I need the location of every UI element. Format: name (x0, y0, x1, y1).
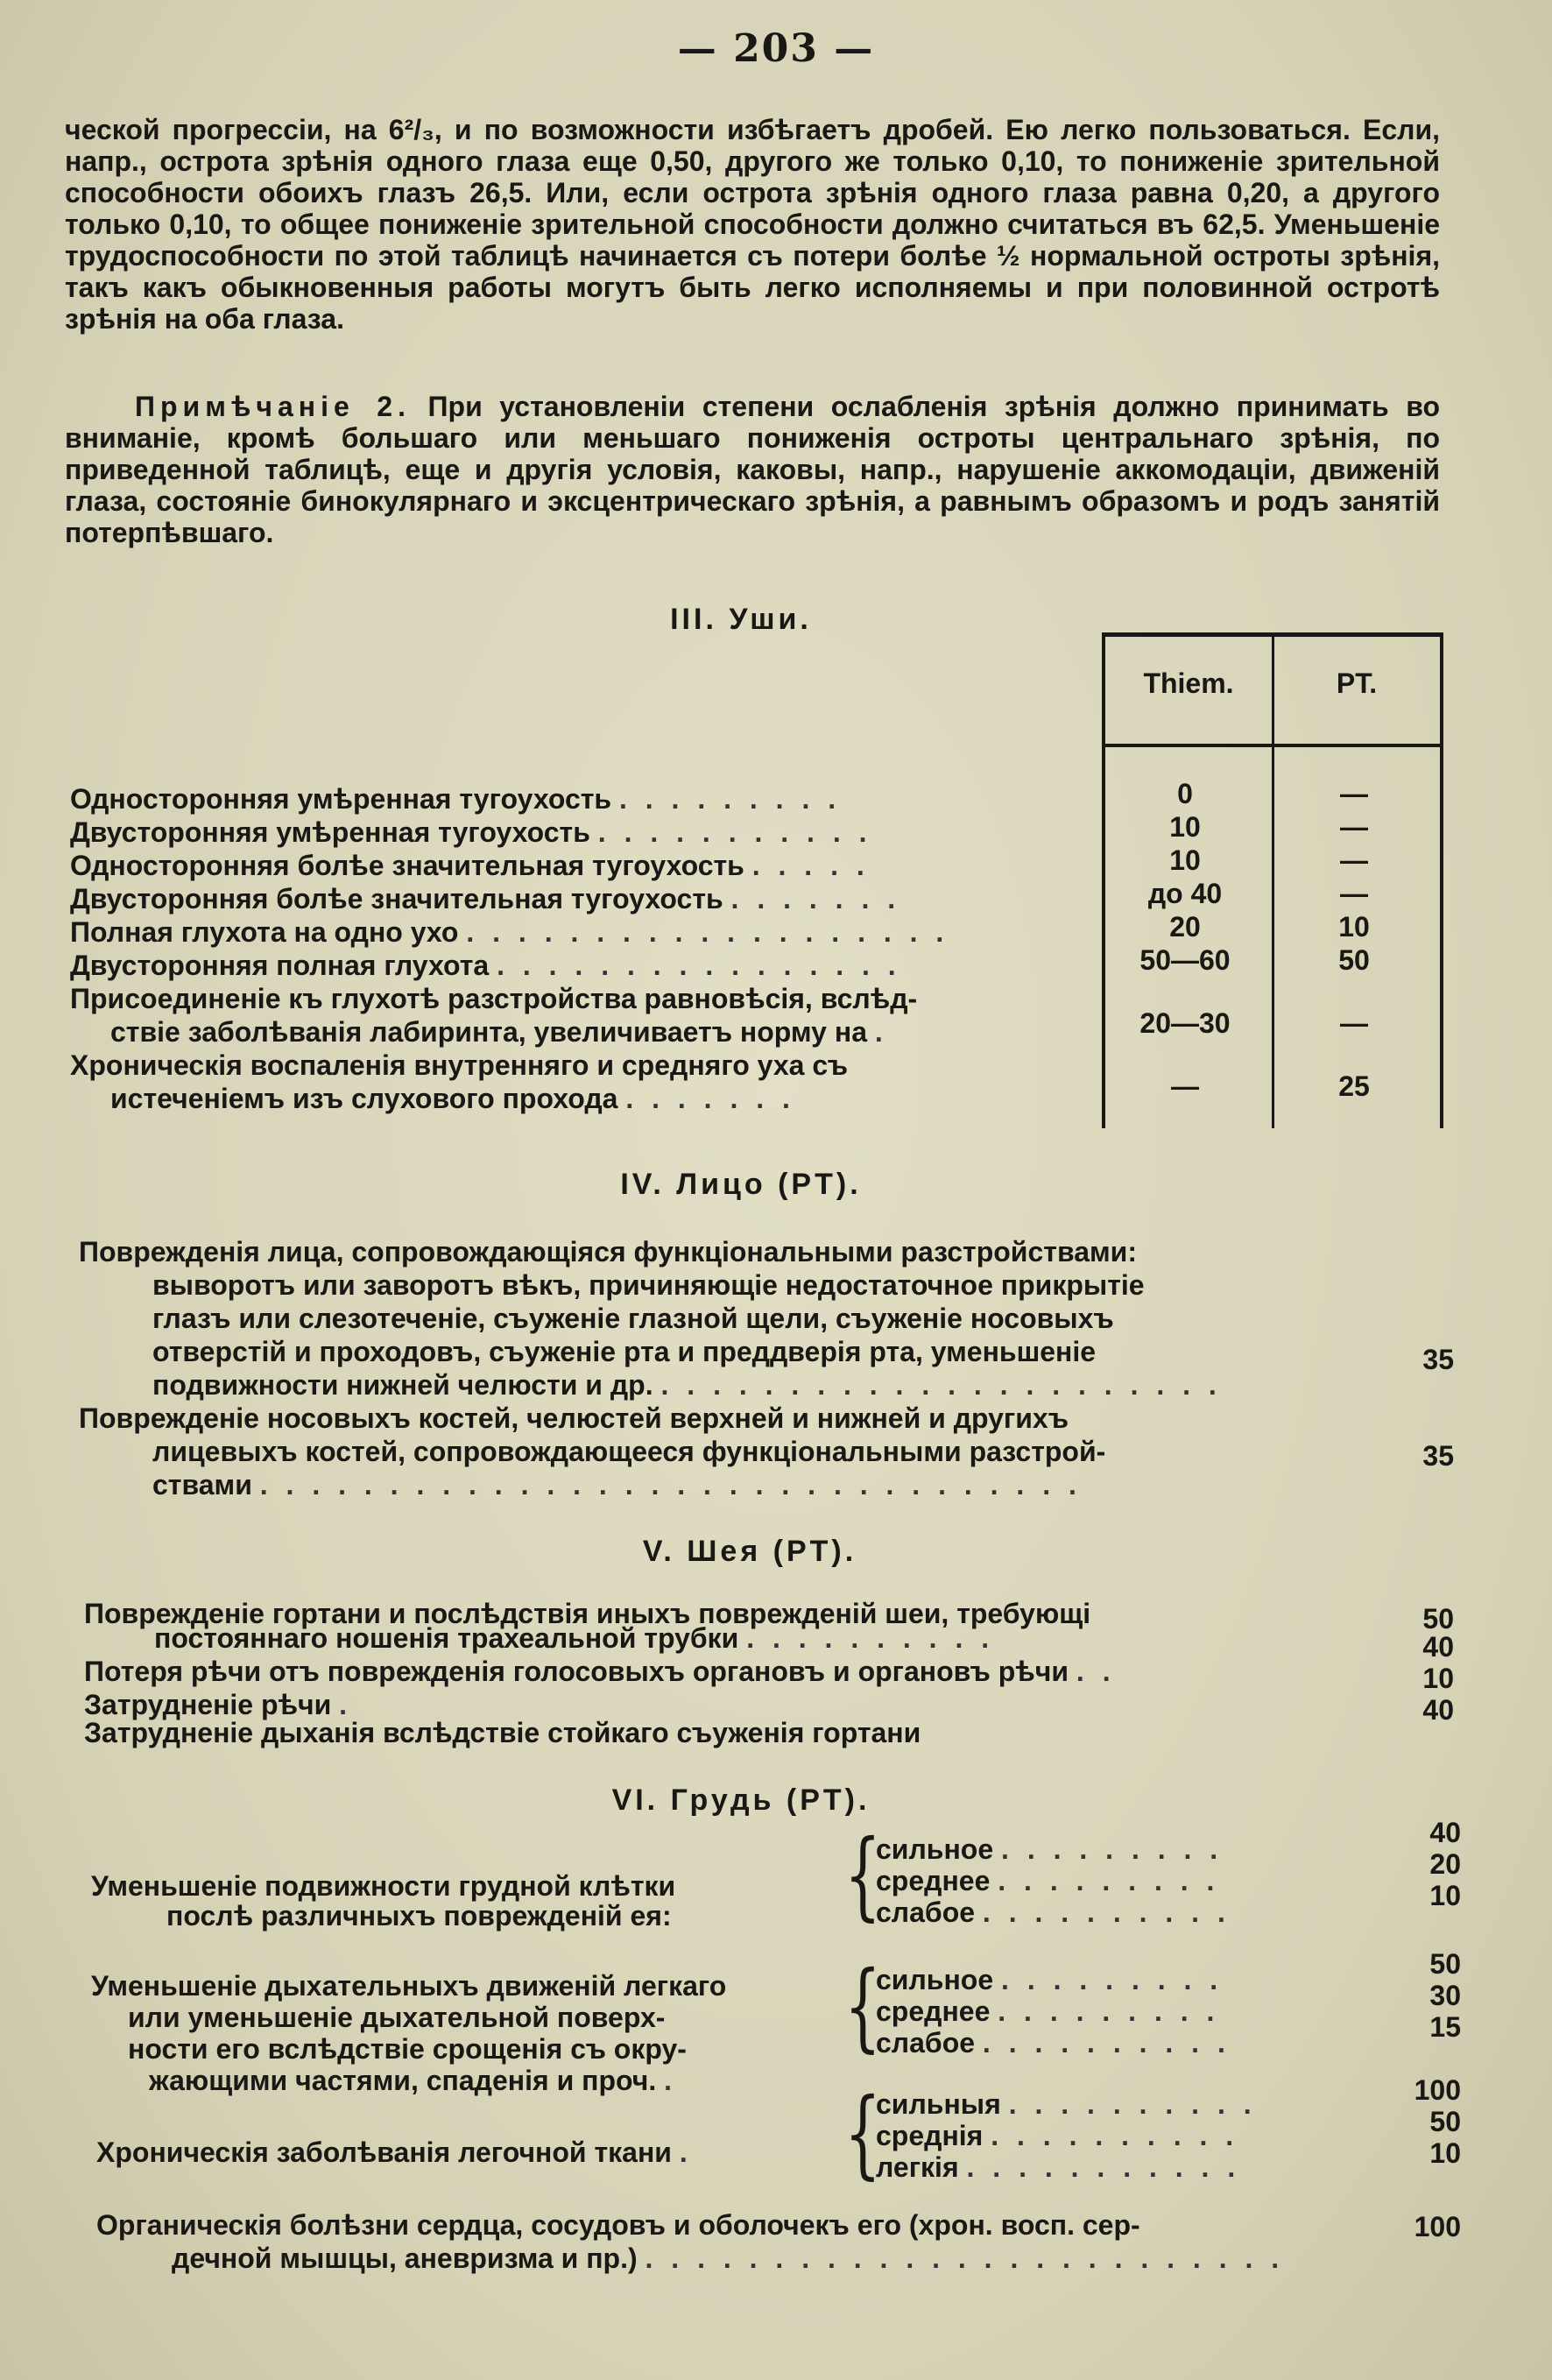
neck-value: 50 (1422, 1603, 1454, 1635)
chest-value: 20 (1429, 1848, 1461, 1880)
grade-label: легкія . . . . . . . . . . . (876, 2151, 1241, 2183)
section-title-ears: III. Уши. (670, 603, 812, 636)
ears-row-label: Хроническія воспаленія внутренняго и средняго уха съ (70, 1049, 849, 1081)
chest-value: 15 (1429, 2011, 1461, 2043)
ears-thiem-value: — (1171, 1070, 1199, 1102)
face-text-line: Поврежденіе носовыхъ костей, челюстей верхней и нижней и другихъ (79, 1402, 1069, 1434)
brace-icon: { (844, 1819, 881, 1931)
grade-label: сильное . . . . . . . . . (876, 1964, 1224, 1995)
ears-row-label: истеченіемъ изъ слухового прохода . . . . . . . (110, 1083, 795, 1114)
ears-pt-value: 25 (1338, 1070, 1370, 1102)
ears-row-label: Односторонняя умѣренная тугоухость . . . . . . . . . (70, 783, 842, 815)
ears-thiem-value: 0 (1177, 778, 1193, 809)
ears-row-label: Полная глухота на одно ухо . . . . . . . . . . . . . . . . . . . (70, 916, 949, 948)
ears-row-label: Присоединеніе къ глухотѣ разстройства равновѣсія, вслѣд- (70, 983, 918, 1014)
grade-label: сильныя . . . . . . . . . . (876, 2088, 1257, 2120)
chest-text-line: Хроническія заболѣванія легочной ткани . (96, 2136, 693, 2168)
note-text: При установленіи степени ослабленія зрѣнія должно принимать во вниманіе, кромѣ большаго или меньшаго пониженія остроты центральнаго зрѣнія, по приведенной таблицѣ, еще и другія условія, каковы, напр., нарушеніе аккомодаціи, движеній глаза, состояніе бинокулярнаго и эксцентрическаго зрѣнія, а равнымъ образомъ и родъ занятій потерпѣвшаго. (65, 391, 1441, 548)
intro-paragraph: ческой прогрессіи, на 6²/₃, и по возможности избѣгаетъ дробей. Ею легко пользоваться. Если, напр., острота зрѣнія одного глаза еще 0,50, другого же только 0,10, то пониженіе зрительной способности обоихъ глазъ 26,5. Или, если острота зрѣнія одного глаза равна 0,20, а другого только 0,10, то общее пониженіе зрительной способности должно считаться въ 62,5. Уменьшеніе трудоспособности по этой таблицѣ начинается съ потери болѣе ½ нормальной остроты зрѣнія, такъ какъ обыкновенныя работы могутъ быть легко исполняемы и при половинной остротѣ зрѣнія на оба глаза. (65, 114, 1440, 335)
face-text-line: отверстій и проходовъ, съуженіе рта и преддверія рта, уменьшеніе (152, 1336, 1097, 1367)
chest-value: 100 (1414, 2211, 1461, 2242)
brace-icon: { (844, 1950, 881, 2062)
ears-pt-value: — (1340, 878, 1368, 909)
note-label: Примѣчаніе 2. (135, 391, 411, 422)
page-number: — 203 — (677, 26, 875, 71)
neck-text-line: Потеря рѣчи отъ поврежденія голосовыхъ органовъ и органовъ рѣчи . . (84, 1656, 1116, 1687)
grade-label: слабое . . . . . . . . . . (876, 1896, 1231, 1928)
face-text-line: выворотъ или заворотъ вѣкъ, причиняющіе недостаточное прикрытіе (152, 1269, 1145, 1301)
chest-text-line: дечной мышцы, аневризма и пр.) . . . . . . . . . . . . . . . . . . . . . . . . . (172, 2242, 1285, 2274)
chest-text-line: Уменьшеніе подвижности грудной клѣтки (91, 1870, 676, 1902)
face-text-line: глазъ или слезотеченіе, съуженіе глазной щели, съуженіе носовыхъ (152, 1303, 1114, 1334)
neck-text-line: Затрудненіе дыханія вслѣдствіе стойкаго съуженія гортани (84, 1717, 921, 1748)
grade-label: среднее . . . . . . . . . (876, 1995, 1220, 2027)
neck-text-line: постояннаго ношенія трахеальной трубки . . . . . . . . . . (154, 1622, 995, 1654)
chest-text-line: Органическія болѣзни сердца, сосудовъ и оболочекъ его (хрон. восп. сер- (96, 2209, 1140, 2241)
section-title-face: IV. Лицо (PT). (620, 1168, 862, 1201)
chest-text-line: или уменьшеніе дыхательной поверх- (128, 2002, 666, 2033)
ears-thiem-value: 20—30 (1139, 1007, 1231, 1039)
chest-text-line: ности его вслѣдствіе срощенія съ окру- (128, 2033, 687, 2065)
chest-value: 10 (1429, 2137, 1461, 2169)
grade-label: сильное . . . . . . . . . (876, 1833, 1224, 1865)
ears-row-label: Двусторонняя болѣе значительная тугоухость . . . . . . . (70, 883, 901, 915)
chest-text-line: Уменьшеніе дыхательныхъ движеній легкаго (91, 1970, 727, 2002)
face-text-line: лицевыхъ костей, сопровождающееся функціональными разстрой- (152, 1436, 1106, 1467)
ears-row-label: ствіе заболѣванія лабиринта, увеличиваетъ норму на . (110, 1016, 888, 1048)
ears-thiem-value: 20 (1169, 911, 1201, 943)
neck-value: 40 (1422, 1694, 1454, 1726)
chest-value: 40 (1429, 1817, 1461, 1848)
ears-row-label: Односторонняя болѣе значительная тугоухость . . . . . (70, 850, 870, 881)
ears-pt-value: — (1340, 1007, 1368, 1039)
face-value: 35 (1422, 1440, 1454, 1472)
ears-pt-value: — (1340, 811, 1368, 843)
grade-label: среднія . . . . . . . . . . (876, 2120, 1239, 2151)
ears-thiem-value: до 40 (1147, 878, 1223, 909)
section-title-chest: VI. Грудь (PT). (611, 1783, 871, 1817)
face-text-line: Поврежденія лица, сопровождающіяся функціональными разстройствами: (79, 1236, 1137, 1268)
section-title-neck: V. Шея (PT). (642, 1535, 857, 1568)
chest-value: 30 (1429, 1980, 1461, 2011)
ears-thiem-value: 50—60 (1139, 944, 1231, 976)
face-value: 35 (1422, 1344, 1454, 1375)
chest-value: 50 (1429, 1948, 1461, 1980)
grade-label: слабое . . . . . . . . . . (876, 2027, 1231, 2059)
column-header-thiem: Thiem. (1143, 667, 1234, 699)
chest-text-line: жающими частями, спаденія и проч. . (149, 2065, 677, 2096)
ears-row-label: Двусторонняя умѣренная тугоухость . . . . . . . . . . . (70, 816, 872, 848)
grade-label: среднее . . . . . . . . . (876, 1865, 1220, 1896)
chest-value: 10 (1429, 1880, 1461, 1911)
ears-pt-value: — (1340, 844, 1368, 876)
chest-value: 100 (1414, 2074, 1461, 2106)
face-text-line: подвижности нижней челюсти и др. . . . . . . . . . . . . . . . . . . . . . . (152, 1369, 1222, 1401)
neck-text-line: Затрудненіе рѣчи . (84, 1689, 353, 1720)
ears-row-label: Двусторонняя полная глухота . . . . . . . . . . . . . . . . (70, 950, 901, 981)
ears-thiem-value: 10 (1169, 844, 1201, 876)
ears-pt-value: — (1340, 778, 1368, 809)
face-text-line: ствами . . . . . . . . . . . . . . . . . . . . . . . . . . . . . . . . (152, 1469, 1082, 1501)
ears-pt-value: 50 (1338, 944, 1370, 976)
ears-thiem-value: 10 (1169, 811, 1201, 843)
brace-icon: { (844, 2077, 881, 2189)
ears-pt-value: 10 (1338, 911, 1370, 943)
neck-text-line: Поврежденіе гортани и послѣдствія иныхъ поврежденій шеи, требующі (84, 1598, 1091, 1629)
neck-value: 40 (1422, 1631, 1454, 1663)
chest-value: 50 (1429, 2106, 1461, 2137)
neck-value: 10 (1422, 1663, 1454, 1694)
note-paragraph (65, 391, 1440, 548)
chest-text-line: послѣ различныхъ поврежденій ея: (166, 1900, 672, 1932)
column-header-pt: PT. (1336, 667, 1378, 699)
